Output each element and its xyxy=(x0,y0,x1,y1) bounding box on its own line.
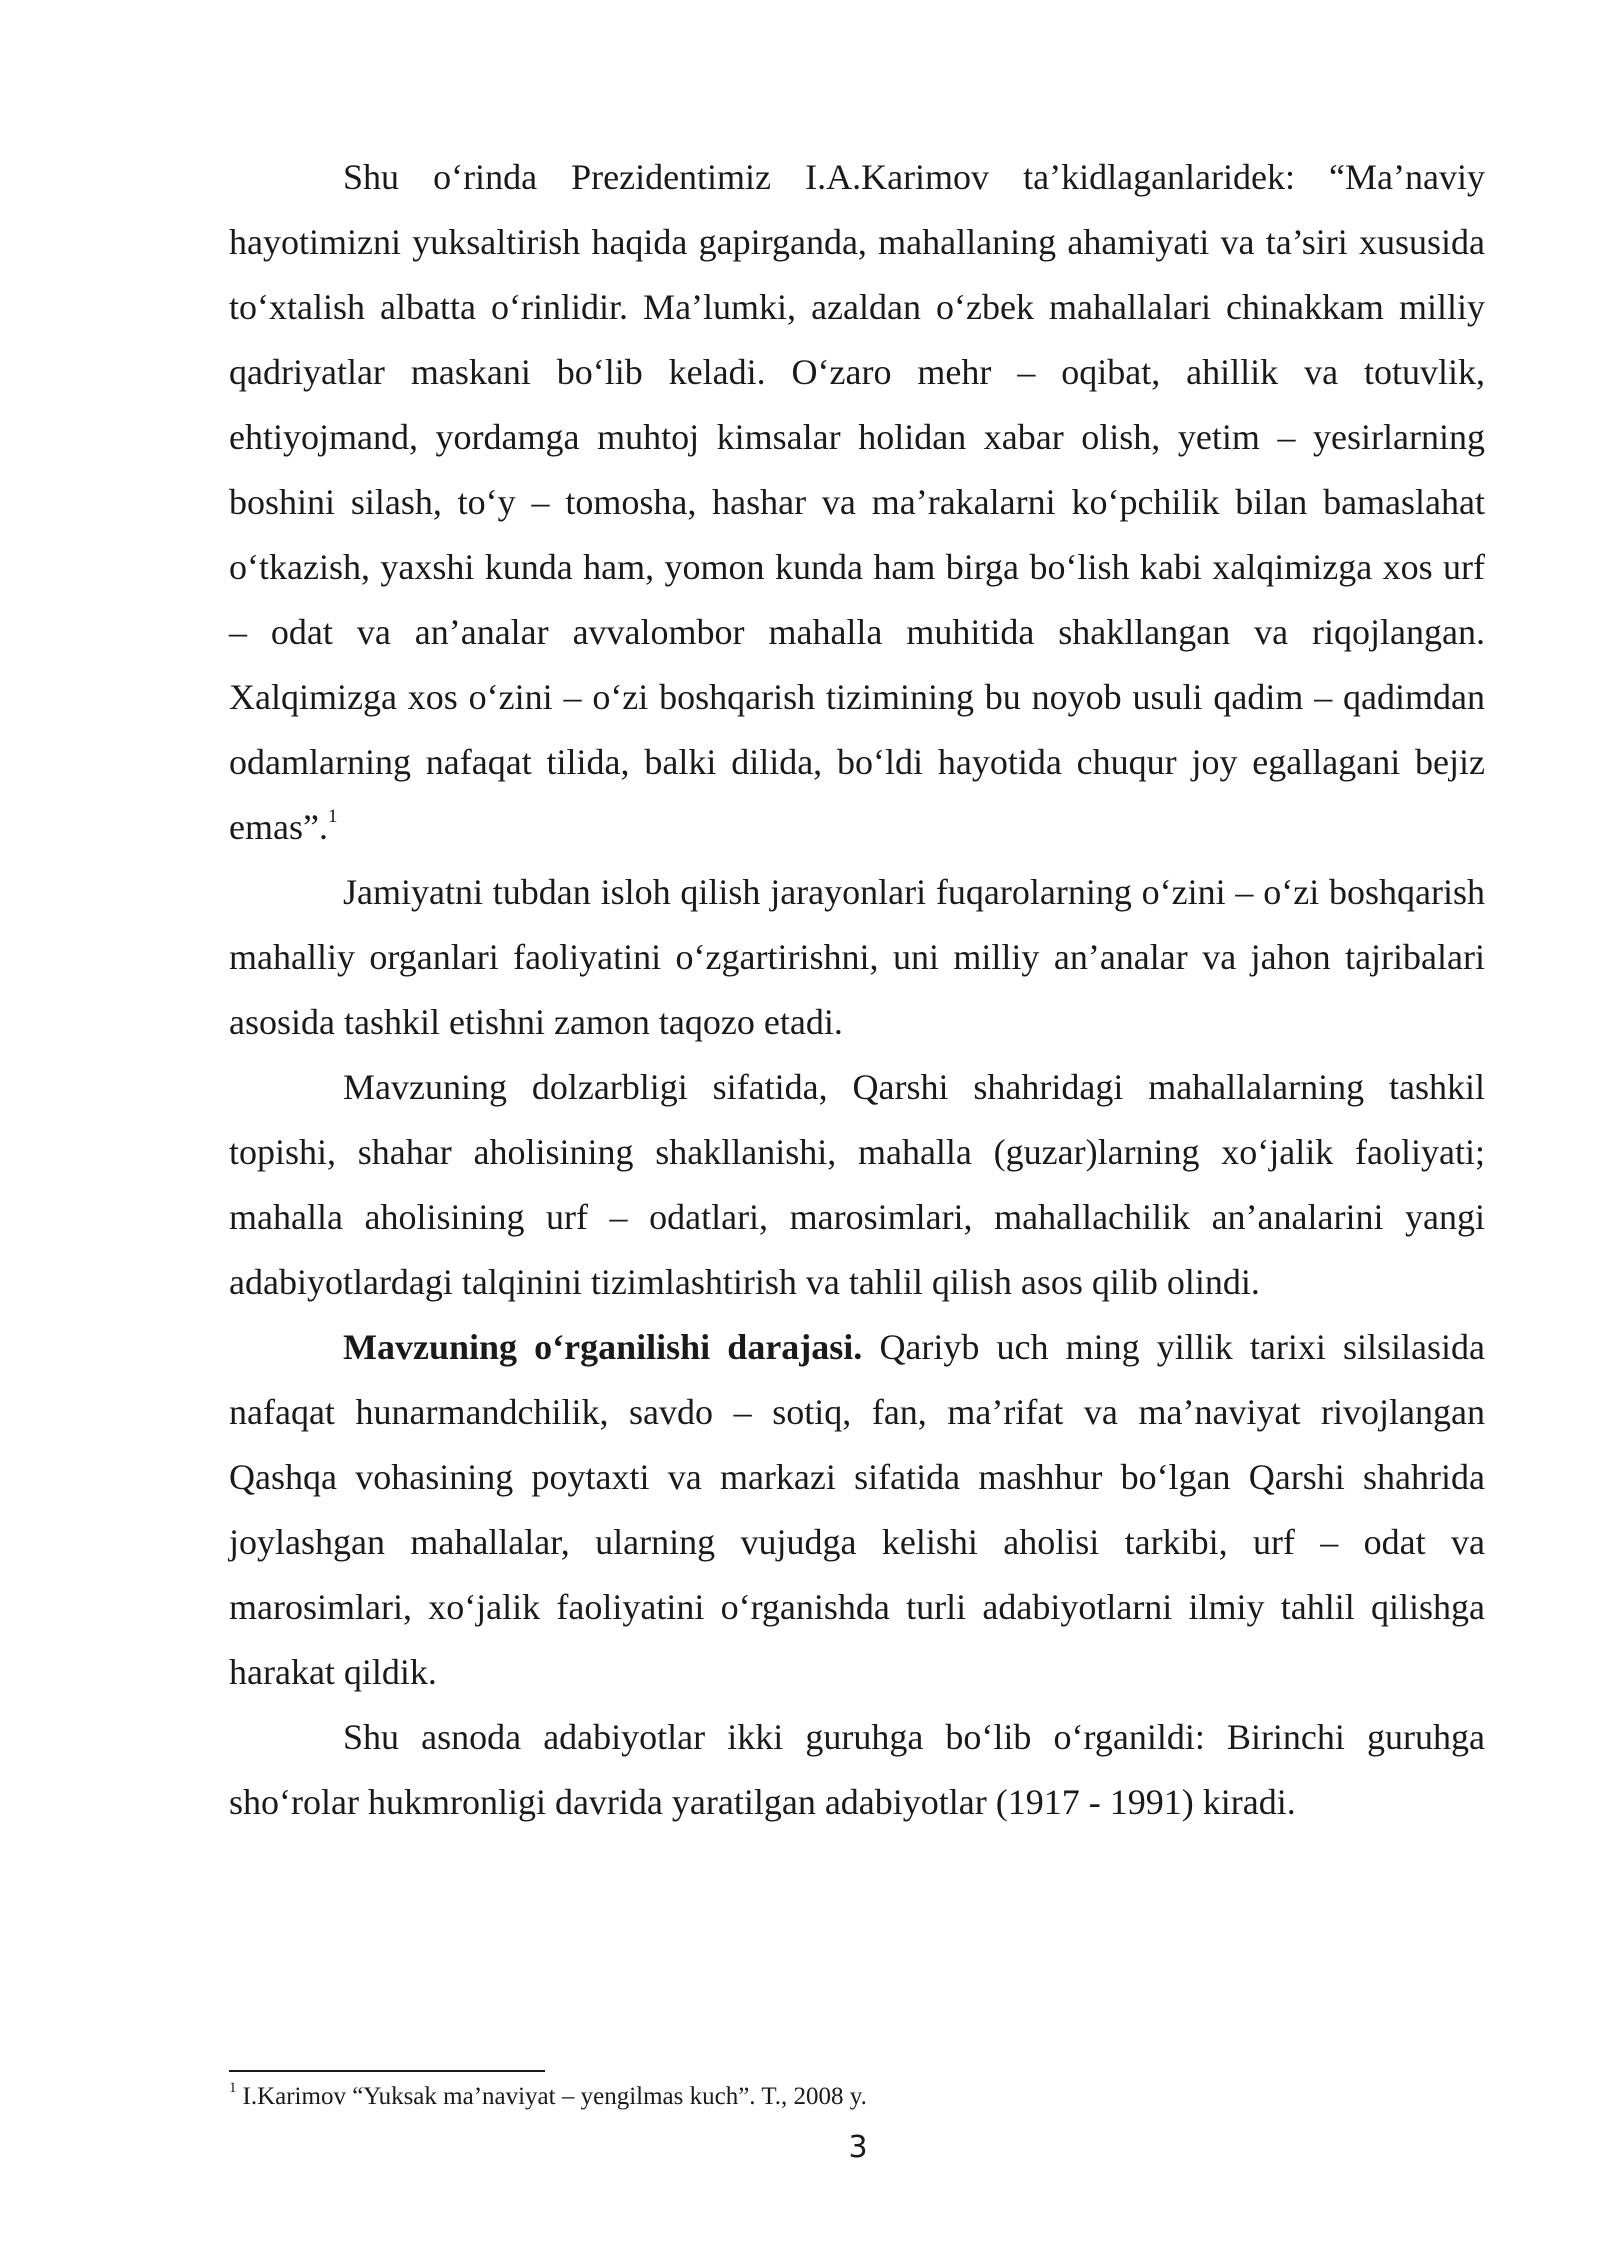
paragraph-heading: Mavzuning o‘rganilishi darajasi. xyxy=(343,1327,863,1367)
footnote-text: I.Karimov “Yuksak ma’naviyat – yengilmas kuch”. T., 2008 y. xyxy=(242,2083,867,2110)
paragraph-literature-groups: Shu asnoda adabiyotlar ikki guruhga bo‘lib o‘rganildi: Birinchi guruhga sho‘rolar hukmronligi davrida yaratilgan adabiyotlar (1917 - 1991) kiradi. xyxy=(229,1717,1485,1822)
paragraph-reform: Jamiyatni tubdan isloh qilish jarayonlari fuqarolarning o‘zini – o‘zi boshqarish mahalliy organlari faoliyatini o‘zgartirishni, uni milliy an’analar va jahon tajribalari asosida tashkil etishni zamon taqozo etadi. xyxy=(229,872,1485,1042)
paragraph-study-level-text: Qariyb uch ming yillik tarixi silsilasida nafaqat hunarmandchilik, savdo – sotiq, fan, ma’rifat va ma’naviyat rivojlangan Qashqa vohasining poytaxti va markazi sifatida mashhur bo‘lgan Qarshi shahrida joylashgan mahallalar, ularning vujudga kelishi aholisi tarkibi, urf – odat va marosimlari, xo‘jalik faoliyatini o‘rganishda turli adabiyotlarni ilmiy tahlil qilishga harakat qildik. xyxy=(229,1327,1485,1692)
page-number: 3 xyxy=(848,2130,868,2165)
footnote-reference[interactable]: 1 xyxy=(327,806,338,827)
paragraph-quote xyxy=(229,145,1485,860)
paragraph-study-level xyxy=(229,1315,1485,1705)
footnote-number: 1 xyxy=(229,2079,237,2096)
footnote-separator xyxy=(229,2070,545,2072)
body-text xyxy=(229,145,1485,1835)
footnote xyxy=(229,2080,867,2114)
paragraph-quote-text: Shu o‘rinda Prezidentimiz I.A.Karimov ta’kidlaganlaridek: “Ma’naviy hayotimizni yuksaltirish haqida gapirganda, mahallaning ahamiyati va ta’siri xususida to‘xtalish albatta o‘rinlidir. Ma’lumki, azaldan o‘zbek mahallalari chinakkam milliy qadriyatlar maskani bo‘lib keladi. O‘zaro mehr – oqibat, ahillik va totuvlik, ehtiyojmand, yordamga muhtoj kimsalar holidan xabar olish, yetim – yesirlarning boshini silash, to‘y – tomosha, hashar va ma’rakalarni ko‘pchilik bilan bamaslahat o‘tkazish, yaxshi kunda ham, yomon kunda ham birga bo‘lish kabi xalqimizga xos urf – odat va an’analar avvalombor mahalla muhitida shakllangan va riqojlangan. Xalqimizga xos o‘zini – o‘zi boshqarish tizimining bu noyob usuli qadim – qadimdan odamlarning nafaqat tilida, balki dilida, bo‘ldi hayotida chuqur joy egallagani bejiz emas”. xyxy=(229,157,1485,847)
paragraph-relevance: Mavzuning dolzarbligi sifatida, Qarshi shahridagi mahallalarning tashkil topishi, shahar aholisining shakllanishi, mahalla (guzar)larning xo‘jalik faoliyati; mahalla aholisining urf – odatlari, marosimlari, mahallachilik an’analarini yangi adabiyotlardagi talqinini tizimlashtirish va tahlil qilish asos qilib olindi. xyxy=(229,1067,1485,1302)
